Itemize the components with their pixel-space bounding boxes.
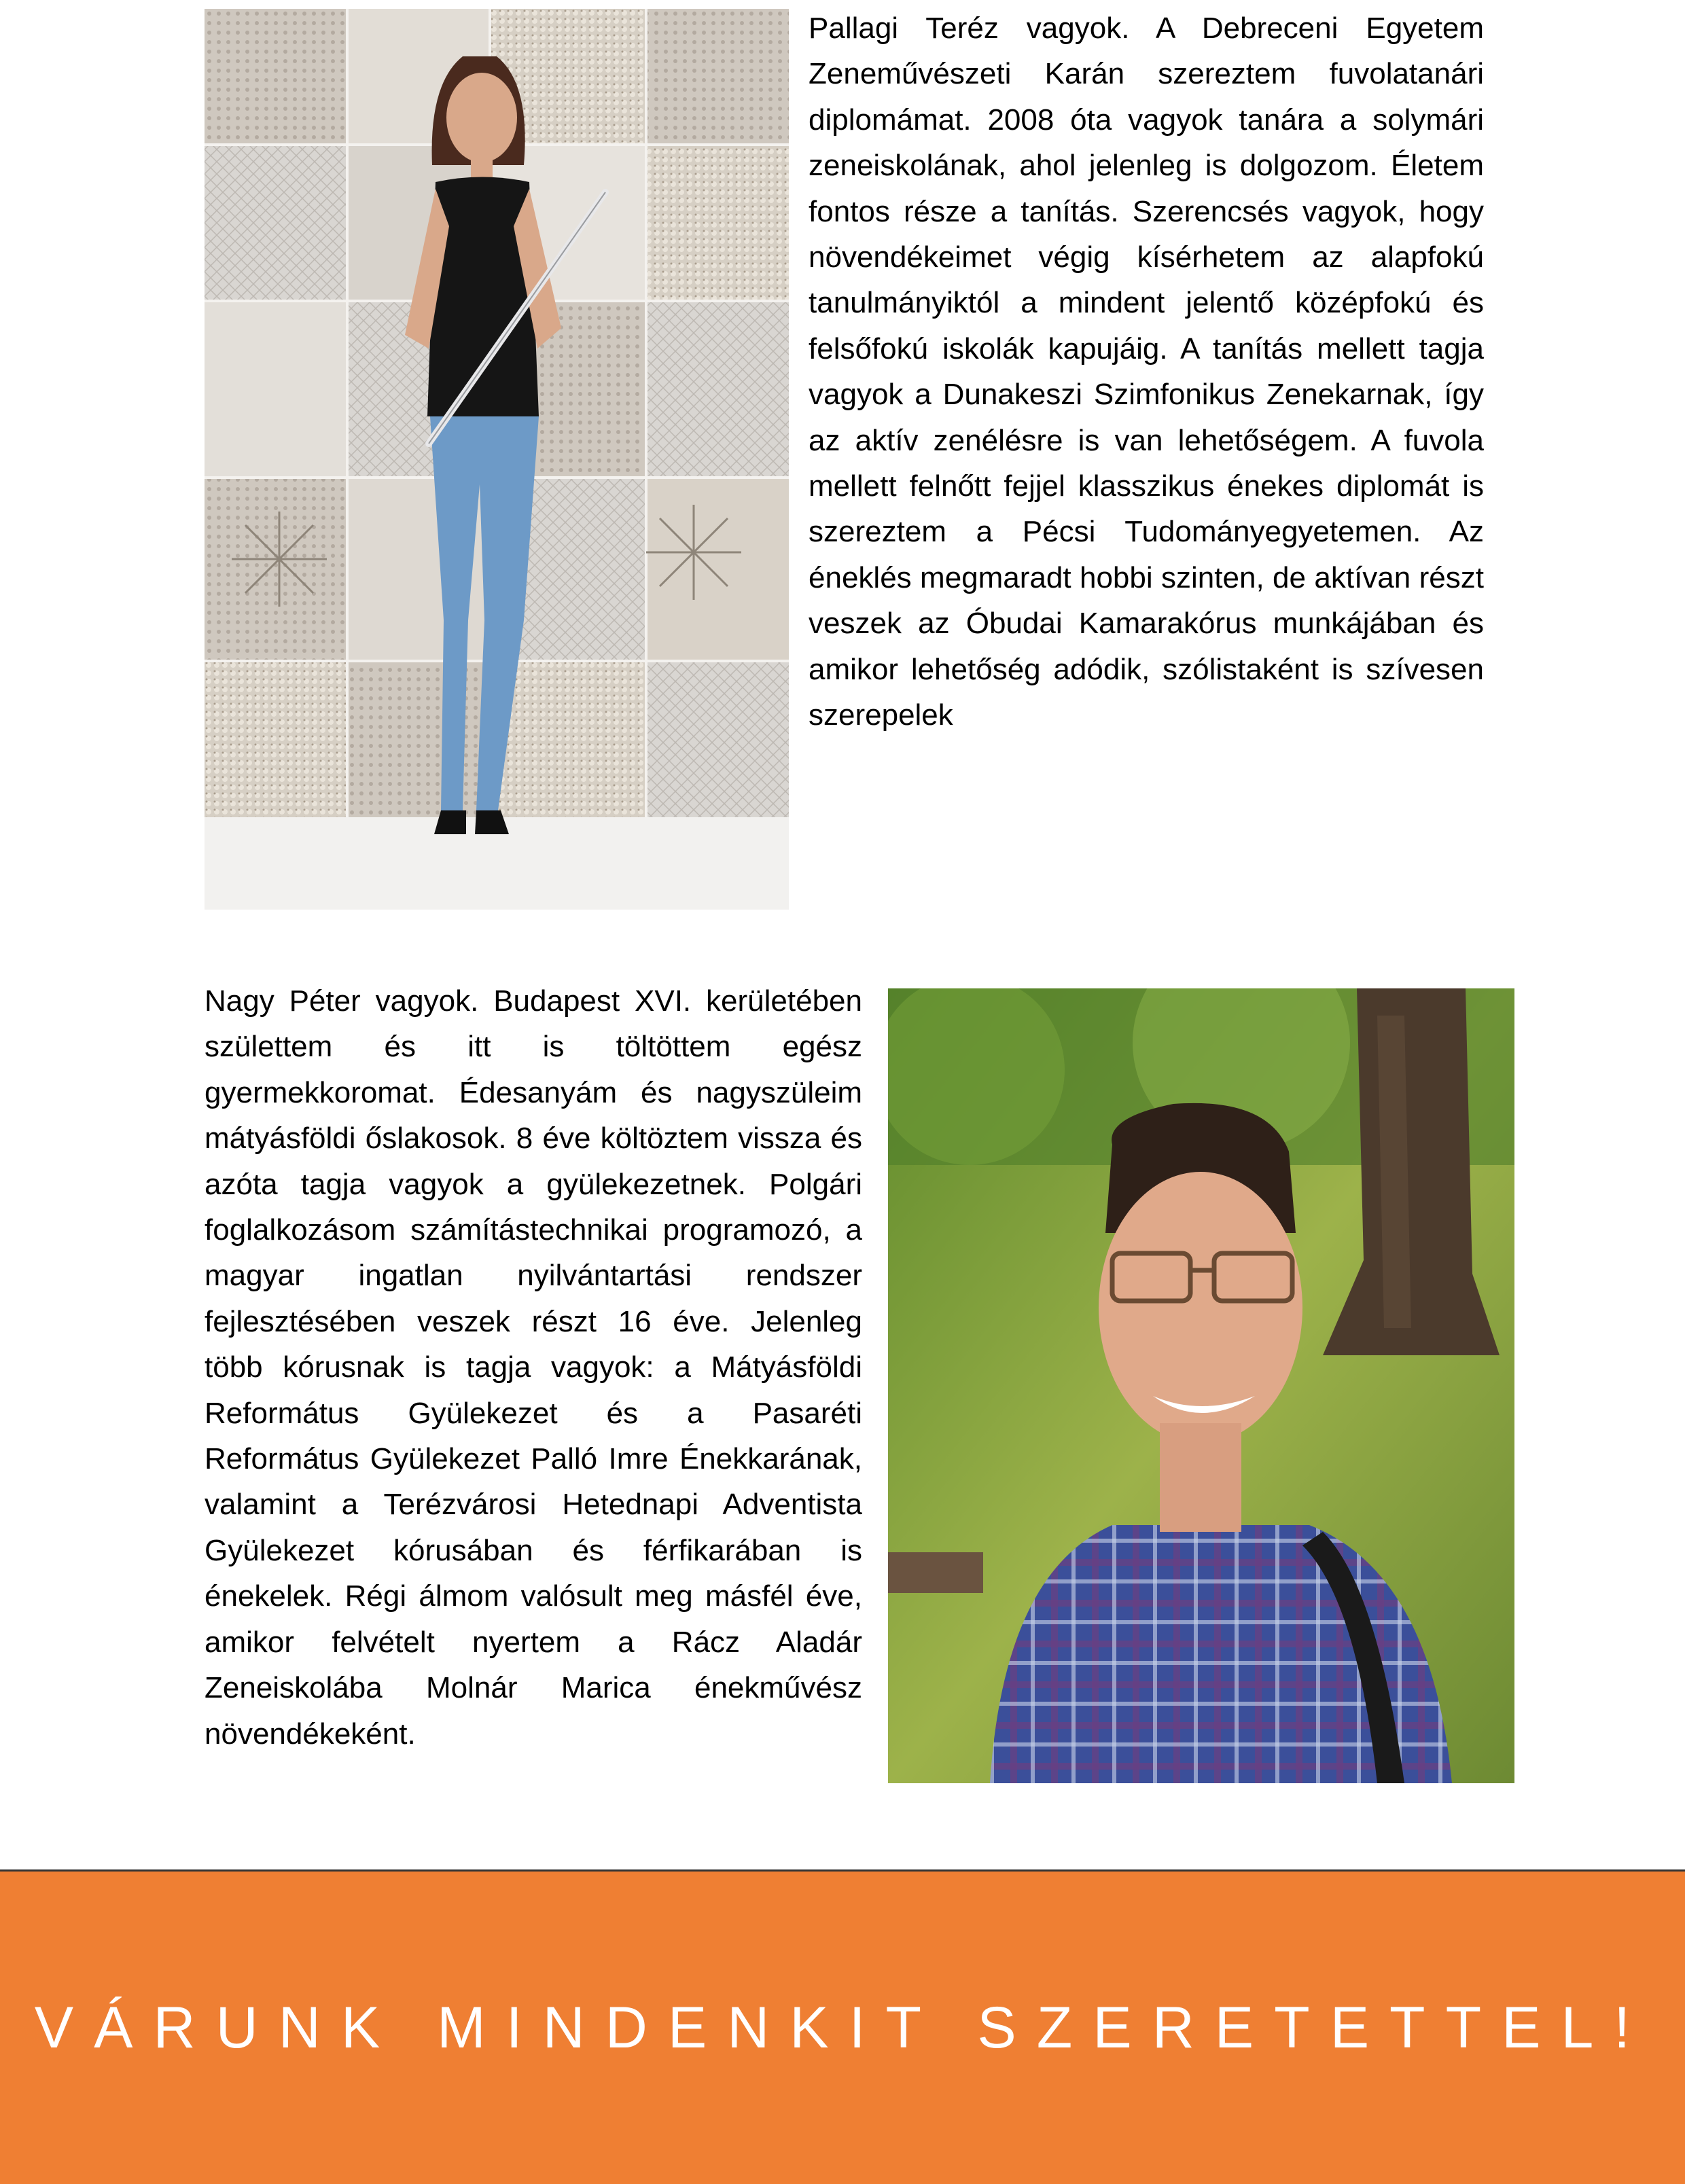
woman-with-flute-photo	[205, 9, 789, 910]
man-with-glasses-photo	[888, 988, 1514, 1783]
photo-illustration	[888, 988, 1514, 1783]
photo-illustration	[205, 9, 789, 910]
banner-text: VÁRUNK MINDENKIT SZERETETTEL!	[34, 1994, 1651, 2060]
welcome-banner	[0, 1869, 1685, 2184]
bio-text-pallagi: Pallagi Teréz vagyok. A Debreceni Egyetem Zeneművészeti Karán szereztem fuvolatanári diplomámat. 2008 óta vagyok tanára a solymári zeneiskolának, ahol jelenleg is dolgozom. Életem fontos része a tanítás. Szerencsés vagyok, hogy növendékeimet végig kísérhetem az alapfokú tanulmányiktól a mindent jelentő középfokú és felsőfokú iskolák kapujáig. A tanítás mellett tagja vagyok a Dunakeszi Szimfonikus Zenekarnak, így az aktív zenélésre is van lehetőségem. A fuvola mellett felnőtt fejjel klasszikus énekes diplomát is szereztem a Pécsi Tudományegyetemen. Az éneklés megmaradt hobbi szinten, de aktívan részt veszek az Óbudai Kamarakórus munkájában és amikor lehetőség adódik, szólistaként is szívesen szerepelek	[809, 12, 1484, 732]
bio-text-nagy: Nagy Péter vagyok. Budapest XVI. kerületében születtem és itt is töltöttem egész gyermekkoromat. Édesanyám és nagyszüleim mátyásföldi őslakosok. 8 éve költöztem vissza és azóta tagja vagyok a gyülekezetnek. Polgári foglalkozásom számítástechnikai programozó, a magyar ingatlan nyilvántartási rendszer fejlesztésében veszek részt 16 éve. Jelenleg több kórusnak is tagja vagyok: a Mátyásföldi Református Gyülekezet és a Pasaréti Református Gyülekezet Palló Imre Énekkarának, valamint a Terézvárosi Hetednapi Adventista Gyülekezet kórusában és férfikarában is énekelek. Régi álmom valósult meg másfél éve, amikor felvételt nyertem a Rácz Aladár Zeneiskolába Molnár Marica énekművész növendékeként.	[205, 984, 862, 1751]
